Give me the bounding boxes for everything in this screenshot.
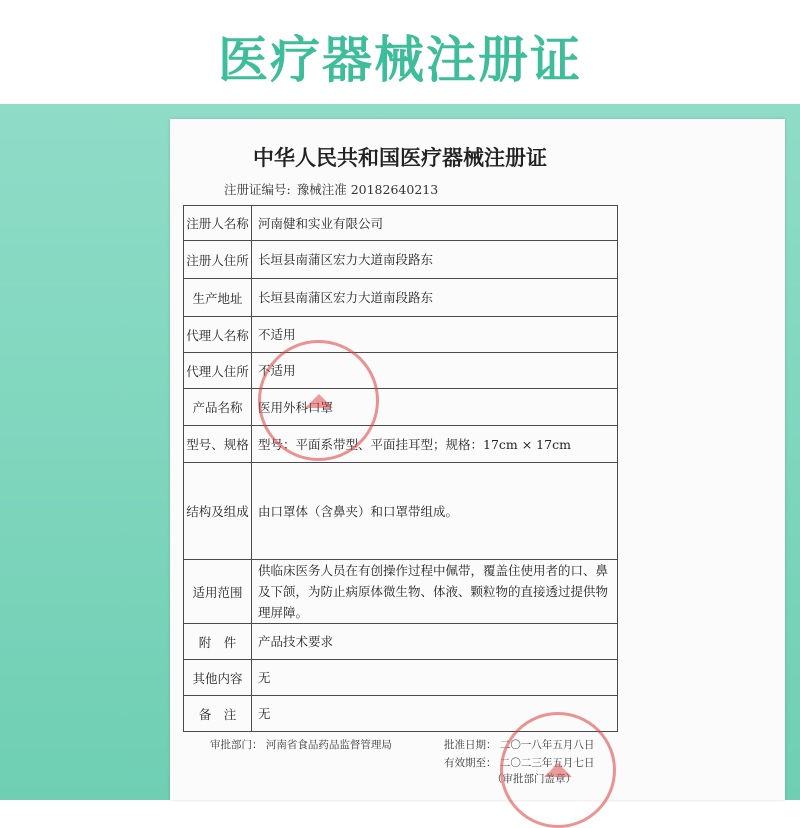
table-row [184, 660, 618, 696]
table-row [184, 279, 618, 317]
table-row [184, 317, 618, 353]
row-key: 产品名称 [184, 389, 252, 426]
row-key: 备 注 [184, 696, 252, 732]
seal-note: （审批部门盖章） [492, 773, 576, 785]
row-value: 型号：平面系带型、平面挂耳型；规格：17cm × 17cm [252, 426, 618, 463]
row-key: 注册人住所 [184, 241, 252, 279]
row-value: 河南健和实业有限公司 [252, 206, 618, 241]
row-key: 结构及组成 [184, 463, 252, 560]
table-row [184, 241, 618, 279]
table-row [184, 696, 618, 732]
row-value: 不适用 [252, 353, 618, 389]
row-key: 代理人名称 [184, 317, 252, 353]
certificate-title: 中华人民共和国医疗器械注册证 [253, 145, 547, 170]
table-row [184, 389, 618, 426]
row-key: 型号、规格 [184, 426, 252, 463]
table-row [184, 426, 618, 463]
row-value: 供临床医务人员在有创操作过程中佩带，覆盖住使用者的口、鼻及下颌，为防止病原体微生物、体液、颗粒物的直接透过提供物理屏障。 [252, 560, 618, 624]
certificate-table [183, 205, 618, 732]
row-value: 无 [252, 660, 618, 696]
row-value: 医用外科口罩 [252, 389, 618, 426]
row-key: 代理人住所 [184, 353, 252, 389]
table-row [184, 353, 618, 389]
table-row [184, 206, 618, 241]
banner [0, 0, 800, 104]
table-row [184, 463, 618, 560]
cert-no-label: 注册证编号: [224, 182, 291, 197]
approval-department: 审批部门： 河南省食品药品监督管理局 [210, 739, 392, 751]
approval-date: 批准日期： 二〇一八年五月八日 [444, 739, 595, 751]
row-value: 产品技术要求 [252, 624, 618, 660]
row-key: 其他内容 [184, 660, 252, 696]
table-row [184, 560, 618, 624]
valid-until: 有效期至： 二〇二三年五月七日 [444, 757, 595, 769]
row-value: 长垣县南蒲区宏力大道南段路东 [252, 241, 618, 279]
banner-title: 医疗器械注册证 [218, 31, 582, 89]
row-value: 无 [252, 696, 618, 732]
row-key: 附 件 [184, 624, 252, 660]
row-value: 长垣县南蒲区宏力大道南段路东 [252, 279, 618, 317]
cert-no-value: 豫械注准 20182640213 [296, 182, 439, 197]
certificate-number [224, 180, 438, 198]
row-value: 由口罩体（含鼻夹）和口罩带组成。 [252, 463, 618, 560]
row-key: 适用范围 [184, 560, 252, 624]
row-key: 生产地址 [184, 279, 252, 317]
row-key: 注册人名称 [184, 206, 252, 241]
table-row [184, 624, 618, 660]
row-value: 不适用 [252, 317, 618, 353]
